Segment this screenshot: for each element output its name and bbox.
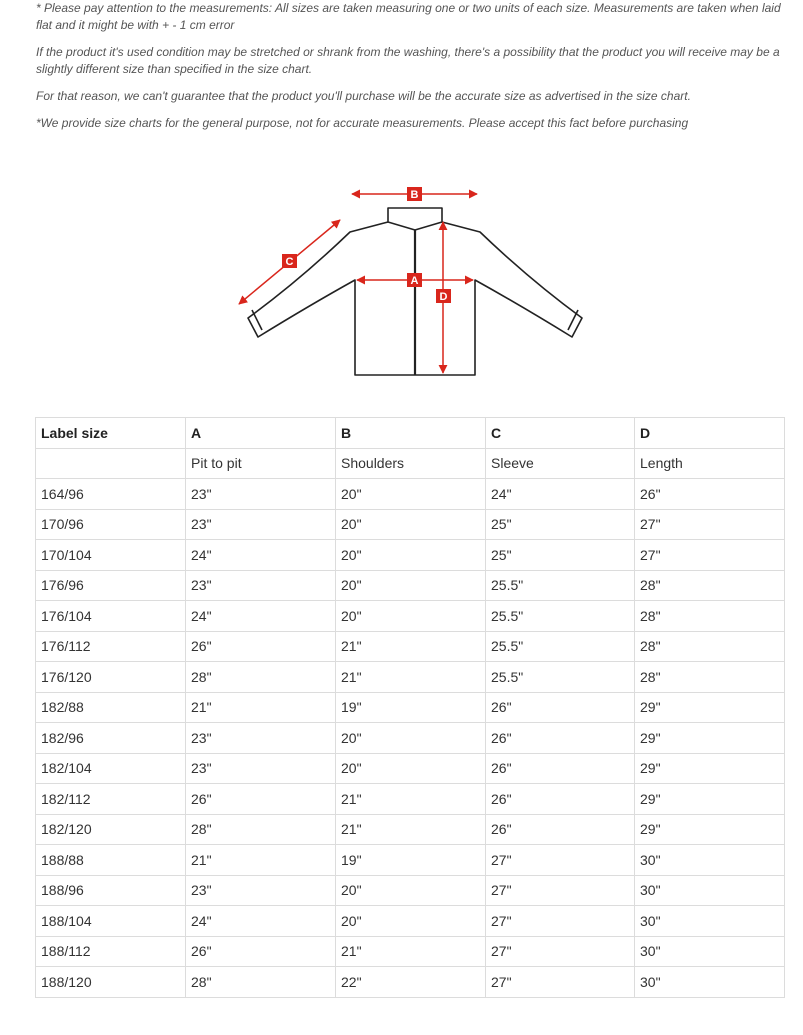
cell-shoulders: 20" xyxy=(336,601,486,632)
cell-sleeve: 26" xyxy=(486,692,635,723)
cell-pit-to-pit: 23" xyxy=(186,723,336,754)
cell-shoulders: 20" xyxy=(336,479,486,510)
cell-pit-to-pit: 28" xyxy=(186,967,336,998)
cell-label-size: 188/88 xyxy=(36,845,186,876)
cell-length: 30" xyxy=(635,875,785,906)
cell-length: 29" xyxy=(635,814,785,845)
subheader-length: Length xyxy=(635,448,785,479)
table-row xyxy=(36,936,785,967)
table-row xyxy=(36,875,785,906)
label-d: D xyxy=(439,291,448,303)
cell-sleeve: 27" xyxy=(486,967,635,998)
cell-sleeve: 25" xyxy=(486,509,635,540)
table-row xyxy=(36,845,785,876)
table-row xyxy=(36,814,785,845)
table-row xyxy=(36,906,785,937)
cell-pit-to-pit: 26" xyxy=(186,784,336,815)
cell-pit-to-pit: 26" xyxy=(186,631,336,662)
table-row xyxy=(36,570,785,601)
cell-shoulders: 20" xyxy=(336,906,486,937)
jacket-measurement-illustration xyxy=(0,170,803,390)
cell-length: 27" xyxy=(635,509,785,540)
cell-label-size: 164/96 xyxy=(36,479,186,510)
table-subheader-row xyxy=(36,448,785,479)
table-row xyxy=(36,540,785,571)
table-row xyxy=(36,784,785,815)
cell-shoulders: 21" xyxy=(336,631,486,662)
cell-shoulders: 20" xyxy=(336,875,486,906)
cell-label-size: 176/120 xyxy=(36,662,186,693)
cell-sleeve: 25.5" xyxy=(486,662,635,693)
cell-length: 29" xyxy=(635,753,785,784)
note-used-condition: If the product it's used condition may be stretched or shrank from the washing, there's a possibility that the product you will receive may be a slightly different size than specified in the size chart. xyxy=(36,45,780,76)
cell-length: 30" xyxy=(635,845,785,876)
table-row xyxy=(36,509,785,540)
cell-pit-to-pit: 26" xyxy=(186,936,336,967)
cell-label-size: 188/104 xyxy=(36,906,186,937)
size-chart xyxy=(35,417,785,998)
cell-shoulders: 19" xyxy=(336,692,486,723)
cell-shoulders: 19" xyxy=(336,845,486,876)
table-row xyxy=(36,631,785,662)
cell-pit-to-pit: 21" xyxy=(186,692,336,723)
cell-sleeve: 25" xyxy=(486,540,635,571)
table-row xyxy=(36,753,785,784)
cell-label-size: 176/112 xyxy=(36,631,186,662)
cell-length: 28" xyxy=(635,631,785,662)
cell-length: 28" xyxy=(635,601,785,632)
cell-sleeve: 25.5" xyxy=(486,631,635,662)
cell-sleeve: 27" xyxy=(486,906,635,937)
header-b: B xyxy=(336,418,486,449)
cell-sleeve: 26" xyxy=(486,784,635,815)
label-c: C xyxy=(285,256,294,268)
cell-label-size: 176/96 xyxy=(36,570,186,601)
cell-sleeve: 26" xyxy=(486,814,635,845)
cell-length: 29" xyxy=(635,784,785,815)
header-a: A xyxy=(186,418,336,449)
table-row xyxy=(36,479,785,510)
cell-pit-to-pit: 24" xyxy=(186,601,336,632)
cell-shoulders: 21" xyxy=(336,814,486,845)
cell-pit-to-pit: 24" xyxy=(186,906,336,937)
cell-shoulders: 21" xyxy=(336,936,486,967)
cell-sleeve: 26" xyxy=(486,753,635,784)
jacket-diagram xyxy=(0,170,803,390)
table-row xyxy=(36,662,785,693)
cell-sleeve: 27" xyxy=(486,936,635,967)
cell-label-size: 182/88 xyxy=(36,692,186,723)
cell-shoulders: 20" xyxy=(336,540,486,571)
size-table xyxy=(35,417,785,998)
cell-length: 27" xyxy=(635,540,785,571)
cell-sleeve: 24" xyxy=(486,479,635,510)
table-row xyxy=(36,967,785,998)
subheader-empty xyxy=(36,448,186,479)
header-d: D xyxy=(635,418,785,449)
header-label-size: Label size xyxy=(36,418,186,449)
cell-shoulders: 21" xyxy=(336,784,486,815)
table-header-row xyxy=(36,418,785,449)
jacket-outline xyxy=(248,208,582,375)
cell-label-size: 170/96 xyxy=(36,509,186,540)
cell-shoulders: 20" xyxy=(336,570,486,601)
cell-length: 30" xyxy=(635,906,785,937)
cell-shoulders: 20" xyxy=(336,509,486,540)
cell-length: 30" xyxy=(635,967,785,998)
subheader-pit-to-pit: Pit to pit xyxy=(186,448,336,479)
subheader-sleeve: Sleeve xyxy=(486,448,635,479)
cell-shoulders: 20" xyxy=(336,753,486,784)
cell-sleeve: 26" xyxy=(486,723,635,754)
table-row xyxy=(36,723,785,754)
cell-sleeve: 27" xyxy=(486,845,635,876)
measurement-notes xyxy=(36,0,788,142)
note-measurement-error: * Please pay attention to the measurements: All sizes are taken measuring one or two units of each size. Measurements are taken when laid flat and it might be with + - 1 cm error xyxy=(36,1,781,32)
header-c: C xyxy=(486,418,635,449)
cell-label-size: 188/96 xyxy=(36,875,186,906)
cell-sleeve: 27" xyxy=(486,875,635,906)
cell-pit-to-pit: 21" xyxy=(186,845,336,876)
cell-length: 29" xyxy=(635,692,785,723)
cell-label-size: 182/96 xyxy=(36,723,186,754)
cell-pit-to-pit: 24" xyxy=(186,540,336,571)
jacket-collar xyxy=(388,208,442,230)
cell-shoulders: 20" xyxy=(336,723,486,754)
cell-pit-to-pit: 23" xyxy=(186,875,336,906)
cell-pit-to-pit: 28" xyxy=(186,814,336,845)
label-a: A xyxy=(410,275,419,287)
label-b: B xyxy=(410,189,419,201)
cell-pit-to-pit: 23" xyxy=(186,509,336,540)
cell-label-size: 176/104 xyxy=(36,601,186,632)
cell-shoulders: 21" xyxy=(336,662,486,693)
cell-sleeve: 25.5" xyxy=(486,570,635,601)
cell-pit-to-pit: 23" xyxy=(186,479,336,510)
cell-length: 29" xyxy=(635,723,785,754)
cell-length: 26" xyxy=(635,479,785,510)
cell-pit-to-pit: 28" xyxy=(186,662,336,693)
cell-pit-to-pit: 23" xyxy=(186,753,336,784)
cell-sleeve: 25.5" xyxy=(486,601,635,632)
cell-length: 28" xyxy=(635,570,785,601)
cell-length: 28" xyxy=(635,662,785,693)
note-no-guarantee: For that reason, we can't guarantee that the product you'll purchase will be the accurate size as advertised in the size chart. xyxy=(36,89,691,103)
cell-label-size: 170/104 xyxy=(36,540,186,571)
cell-pit-to-pit: 23" xyxy=(186,570,336,601)
cell-label-size: 188/112 xyxy=(36,936,186,967)
cell-label-size: 182/104 xyxy=(36,753,186,784)
cell-shoulders: 22" xyxy=(336,967,486,998)
table-row xyxy=(36,692,785,723)
table-row xyxy=(36,601,785,632)
cell-length: 30" xyxy=(635,936,785,967)
subheader-shoulders: Shoulders xyxy=(336,448,486,479)
cell-label-size: 188/120 xyxy=(36,967,186,998)
cell-label-size: 182/112 xyxy=(36,784,186,815)
cell-label-size: 182/120 xyxy=(36,814,186,845)
note-general-purpose: *We provide size charts for the general purpose, not for accurate measurements. Please accept this fact before purchasing xyxy=(36,116,689,130)
